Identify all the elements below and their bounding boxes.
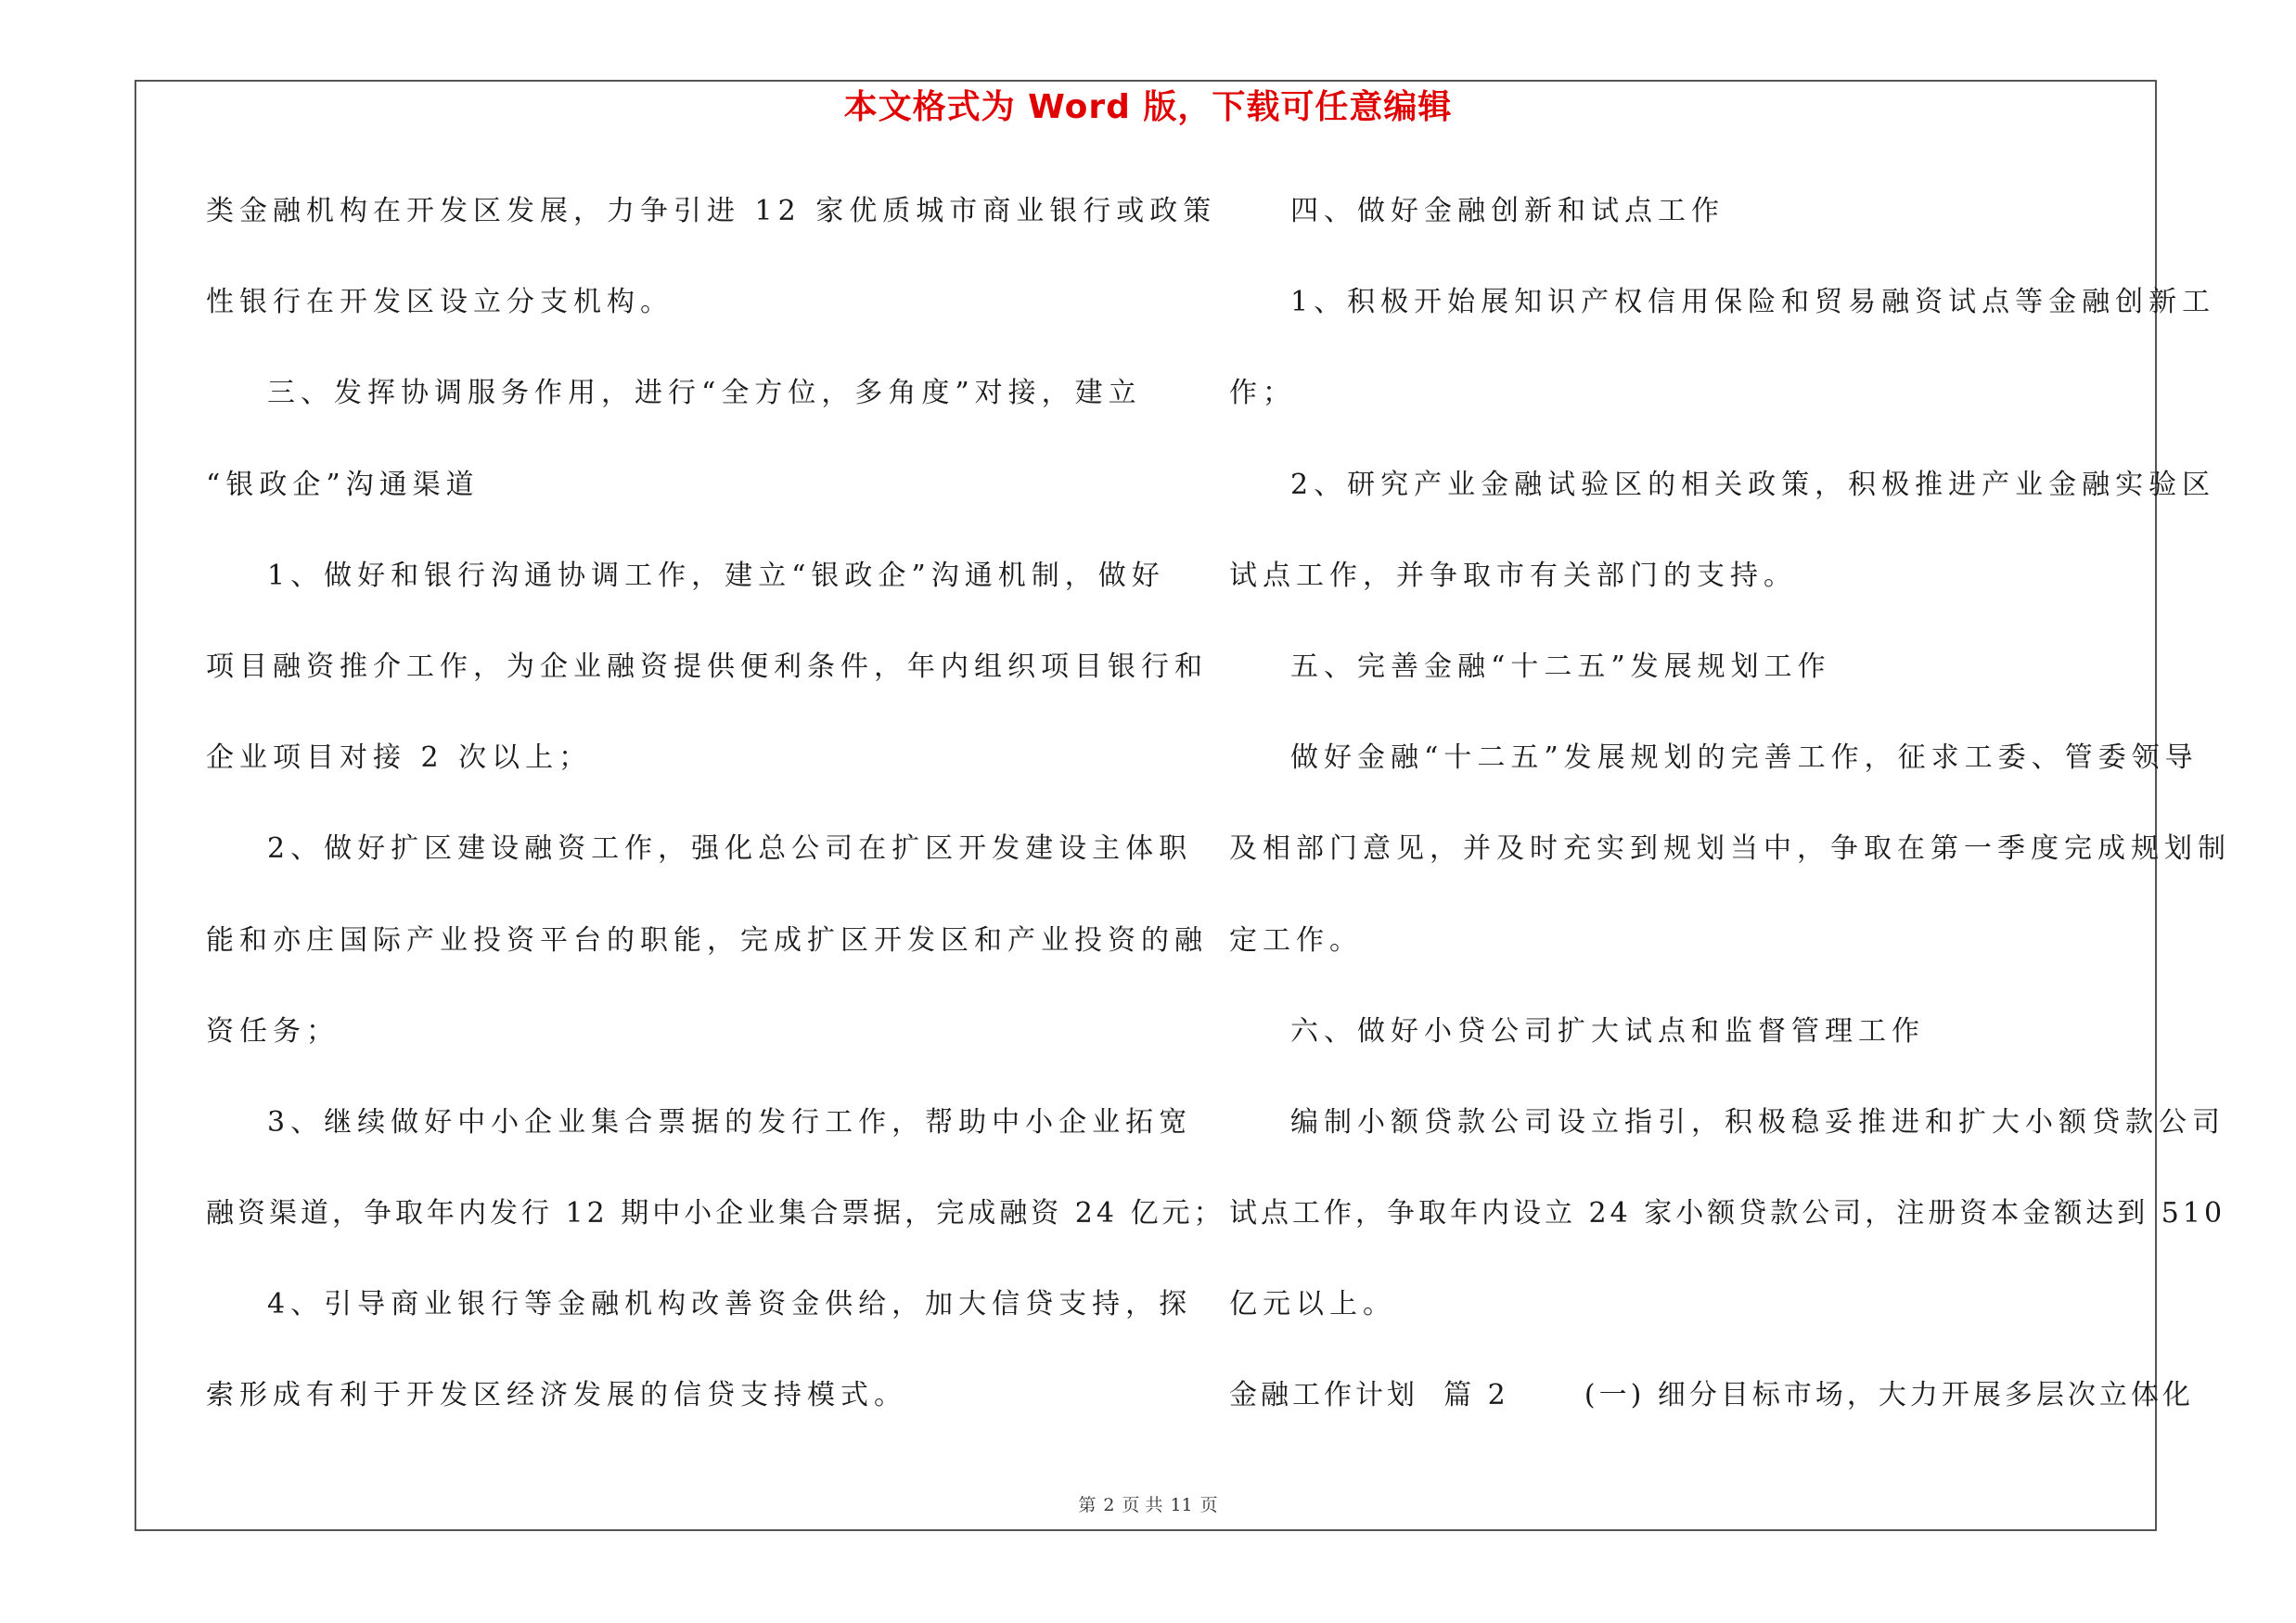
text-line: 试点工作，并争取市有关部门的支持。	[1229, 559, 1797, 592]
text-line: 企业项目对接 2 次以上；	[206, 741, 593, 775]
text-line: 编制小额贷款公司设立指引，积极稳妥推进和扩大小额贷款公司	[1290, 1105, 2225, 1139]
text-line: 作；	[1229, 377, 1296, 410]
section-heading: 四、做好金融创新和试点工作	[1290, 195, 1725, 227]
text-line: 亿元以上。	[1229, 1288, 1396, 1321]
text-line: 金融工作计划 篇 2 (一) 细分目标市场，大力开展多层次立体化	[1229, 1379, 2194, 1412]
text-line: 融资渠道，争取年内发行 12 期中小企业集合票据，完成融资 24 亿元；	[206, 1197, 1225, 1230]
left-column	[206, 184, 1225, 1460]
page-footer	[0, 1494, 2296, 1516]
section-heading: 六、做好小贷公司扩大试点和监督管理工作	[1290, 1014, 1925, 1048]
text-line: 资任务；	[206, 1014, 340, 1048]
text-line: 3、继续做好中小企业集合票据的发行工作，帮助中小企业拓宽	[267, 1105, 1193, 1139]
text-line: 及相部门意见，并及时充实到规划当中，争取在第一季度完成规划制	[1229, 832, 2231, 866]
total-pages-number: 11	[1170, 1495, 1193, 1515]
text-line: 性银行在开发区设立分支机构。	[206, 286, 673, 319]
text-line: 2、做好扩区建设融资工作，强化总公司在扩区开发建设主体职	[267, 832, 1193, 866]
text-line: 能和亦庄国际产业投资平台的职能，完成扩区开发区和产业投资的融	[206, 923, 1208, 957]
current-page-number: 2	[1103, 1495, 1115, 1515]
text-line: 1、积极开始展知识产权信用保险和贸易融资试点等金融创新工	[1290, 286, 2216, 319]
text-line: 1、做好和银行沟通协调工作，建立“银政企”沟通机制，做好	[267, 559, 1165, 592]
text-line: 定工作。	[1229, 923, 1363, 957]
text-line: “银政企”沟通渠道	[206, 468, 480, 501]
text-line: 4、引导商业银行等金融机构改善资金供给，加大信贷支持，探	[267, 1288, 1193, 1321]
section-heading: 三、发挥协调服务作用，进行“全方位，多角度”对接，建立	[267, 377, 1142, 410]
text-line: 2、研究产业金融试验区的相关政策，积极推进产业金融实验区	[1290, 468, 2216, 501]
text-line: 类金融机构在开发区发展，力争引进 12 家优质城市商业银行或政策	[206, 195, 1217, 227]
footer-mid: 页 共	[1122, 1495, 1163, 1515]
text-line: 项目融资推介工作，为企业融资提供便利条件，年内组织项目银行和	[206, 650, 1208, 683]
section-heading: 五、完善金融“十二五”发展规划工作	[1290, 650, 1831, 683]
text-line: 做好金融“十二五”发展规划的完善工作，征求工委、管委领导	[1290, 741, 2199, 775]
text-line: 索形成有利于开发区经济发展的信贷支持模式。	[206, 1379, 907, 1412]
format-banner: 本文格式为 Word 版，下载可任意编辑	[843, 88, 1453, 126]
footer-suffix: 页	[1199, 1495, 1218, 1515]
footer-prefix: 第	[1078, 1495, 1097, 1515]
right-column	[1229, 184, 2231, 1460]
text-line: 试点工作，争取年内设立 24 家小额贷款公司，注册资本金额达到 510	[1229, 1197, 2226, 1230]
